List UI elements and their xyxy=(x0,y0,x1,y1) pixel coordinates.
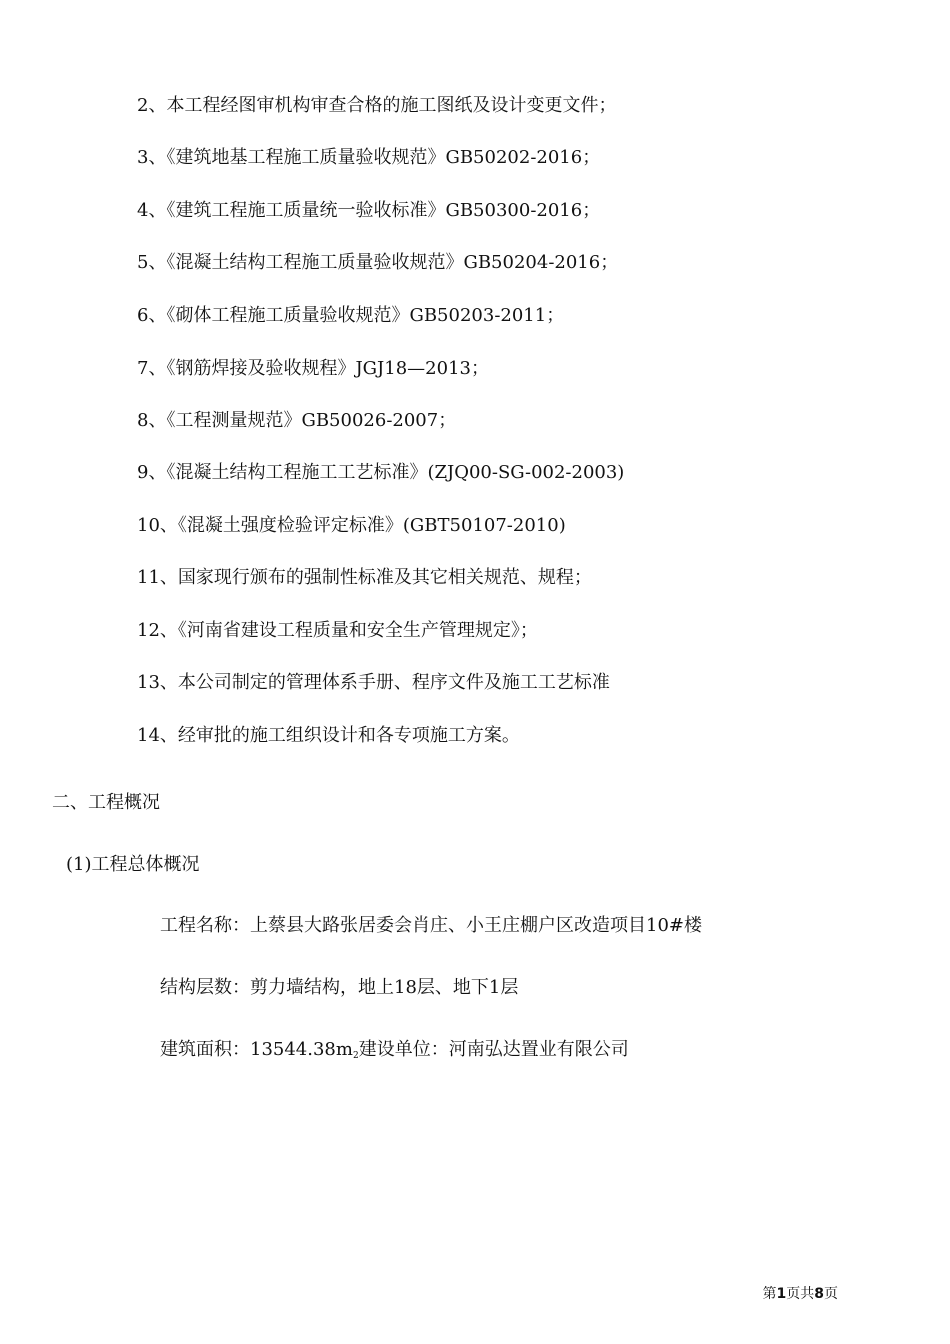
reference-item: 9、《混凝土结构工程施工工艺标准》(ZJQ00-SG-002-2003) xyxy=(137,462,625,483)
owner-value: 建设单位：河南弘达置业有限公司 xyxy=(358,1039,629,1060)
footer-prefix: 第 xyxy=(762,1286,777,1302)
reference-item: 6、《砌体工程施工质量验收规范》GB50203-2011； xyxy=(137,305,565,326)
footer-middle: 页共 xyxy=(786,1286,815,1302)
project-name-line: 工程名称：上蔡县大路张居委会肖庄、小王庄棚户区改造项目10#楼 xyxy=(160,915,702,936)
reference-item: 5、《混凝土结构工程施工质量验收规范》GB50204-2016； xyxy=(137,252,619,273)
area-unit-subscript: 2 xyxy=(352,1051,359,1061)
reference-item: 8、《工程测量规范》GB50026-2007； xyxy=(137,410,457,431)
reference-item: 4、《建筑工程施工质量统一验收标准》GB50300-2016； xyxy=(137,200,601,221)
reference-item: 12、《河南省建设工程质量和安全生产管理规定》； xyxy=(137,620,538,641)
reference-item: 7、《钢筋焊接及验收规程》JGJ18—2013； xyxy=(137,358,489,379)
reference-item: 2、本工程经图审机构审查合格的施工图纸及设计变更文件； xyxy=(137,95,617,116)
area-owner-line xyxy=(160,1038,629,1068)
page-number-footer xyxy=(763,1284,839,1304)
current-page-number: 1 xyxy=(776,1286,787,1302)
footer-suffix: 页 xyxy=(824,1286,838,1302)
section-heading: 二、工程概况 xyxy=(52,792,160,813)
structure-line: 结构层数：剪力墙结构，地上18层、地下1层 xyxy=(160,977,519,998)
subsection-heading: (1)工程总体概况 xyxy=(66,854,200,875)
reference-item: 11、国家现行颁布的强制性标准及其它相关规范、规程； xyxy=(137,567,592,588)
area-value: 建筑面积：13544.38m xyxy=(160,1039,353,1060)
reference-item: 3、《建筑地基工程施工质量验收规范》GB50202-2016； xyxy=(137,147,601,168)
reference-item: 10、《混凝土强度检验评定标准》(GBT50107-2010) xyxy=(137,515,566,536)
reference-item: 13、本公司制定的管理体系手册、程序文件及施工工艺标准 xyxy=(137,672,610,693)
total-pages-number: 8 xyxy=(814,1286,824,1302)
reference-item: 14、经审批的施工组织设计和各专项施工方案。 xyxy=(137,725,520,746)
